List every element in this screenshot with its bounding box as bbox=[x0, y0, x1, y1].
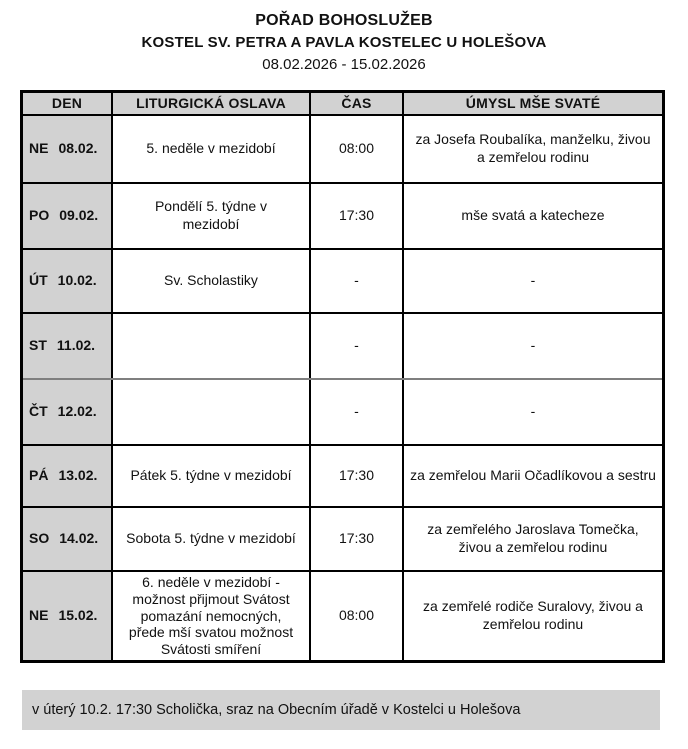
header-day: DEN bbox=[23, 93, 113, 114]
day-date: 09.02. bbox=[59, 207, 99, 224]
celebration-cell bbox=[113, 184, 311, 248]
celebration-cell bbox=[113, 446, 311, 506]
day-cell bbox=[23, 446, 113, 506]
celebration-text: Sobota 5. týdne v mezidobí bbox=[126, 530, 296, 547]
header-time: ČAS bbox=[311, 93, 404, 114]
table-row bbox=[23, 182, 662, 248]
day-cell bbox=[23, 380, 113, 444]
celebration-text: Pondělí 5. týdne v mezidobí bbox=[154, 198, 268, 232]
table-row bbox=[23, 114, 662, 182]
time-cell: 17:30 bbox=[311, 508, 404, 570]
time-cell: - bbox=[311, 250, 404, 312]
time-cell: - bbox=[311, 380, 404, 444]
time-cell: - bbox=[311, 314, 404, 378]
intention-cell: - bbox=[530, 403, 536, 420]
title-block bbox=[0, 0, 688, 75]
table-row bbox=[23, 378, 662, 444]
day-cell bbox=[23, 314, 113, 378]
time-cell: 17:30 bbox=[311, 184, 404, 248]
day-cell bbox=[23, 184, 113, 248]
day-date: 15.02. bbox=[58, 607, 98, 624]
celebration-cell bbox=[113, 572, 311, 660]
table-row bbox=[23, 248, 662, 312]
celebration-cell bbox=[113, 508, 311, 570]
table-row bbox=[23, 506, 662, 570]
celebration-cell bbox=[113, 380, 311, 444]
celebration-text: 5. neděle v mezidobí bbox=[146, 140, 276, 157]
header-celebration: LITURGICKÁ OSLAVA bbox=[113, 93, 311, 114]
day-date: 13.02. bbox=[58, 467, 98, 484]
table-row bbox=[23, 570, 662, 660]
time-cell: 17:30 bbox=[311, 446, 404, 506]
celebration-cell bbox=[113, 116, 311, 182]
celebration-text: 6. neděle v mezidobí - možnost přijmout Svátost pomazání nemocných, přede mší svatou možnost Svátosti smíření bbox=[128, 574, 294, 658]
footer-note-text: v úterý 10.2. 17:30 Scholička, sraz na Obecním úřadě v Kostelci u Holešova bbox=[32, 702, 521, 718]
footer-note-bar bbox=[22, 690, 660, 730]
celebration-cell bbox=[113, 314, 311, 378]
day-abbrev: SO bbox=[29, 530, 50, 547]
intention-cell: za zemřelou Marii Očadlíkovou a sestru bbox=[410, 467, 656, 484]
celebration-cell bbox=[113, 250, 311, 312]
celebration-text: Sv. Scholastiky bbox=[164, 272, 258, 289]
day-cell bbox=[23, 250, 113, 312]
day-cell bbox=[23, 116, 113, 182]
intention-cell: za Josefa Roubalíka, manželku, živou a zemřelou rodinu bbox=[415, 131, 651, 165]
time-cell: 08:00 bbox=[311, 572, 404, 660]
day-abbrev: PO bbox=[29, 207, 50, 224]
day-date: 08.02. bbox=[58, 140, 98, 157]
day-date: 10.02. bbox=[57, 272, 97, 289]
day-date: 12.02. bbox=[57, 403, 97, 420]
intention-cell: - bbox=[530, 272, 536, 289]
table-header-row bbox=[23, 93, 662, 114]
day-abbrev: ÚT bbox=[29, 272, 48, 289]
day-abbrev: ČT bbox=[29, 403, 48, 420]
intention-cell: za zemřelé rodiče Suralovy, živou a zemřelou rodinu bbox=[423, 598, 643, 632]
day-cell bbox=[23, 508, 113, 570]
table-row bbox=[23, 312, 662, 378]
time-cell: 08:00 bbox=[311, 116, 404, 182]
day-abbrev: NE bbox=[29, 140, 49, 157]
day-cell bbox=[23, 572, 113, 660]
celebration-text: Pátek 5. týdne v mezidobí bbox=[130, 467, 292, 484]
day-date: 11.02. bbox=[56, 337, 96, 354]
day-abbrev: ST bbox=[29, 337, 47, 354]
schedule-table bbox=[20, 90, 665, 663]
intention-cell: - bbox=[530, 337, 536, 354]
header-intention: ÚMYSL MŠE SVATÉ bbox=[404, 93, 662, 114]
day-date: 14.02. bbox=[59, 530, 99, 547]
table-row bbox=[23, 444, 662, 506]
date-range: 08.02.2026 - 15.02.2026 bbox=[262, 55, 426, 73]
page-title: POŘAD BOHOSLUŽEB bbox=[255, 12, 433, 29]
intention-cell: za zemřelého Jaroslava Tomečka, živou a zemřelou rodinu bbox=[427, 521, 639, 555]
day-abbrev: NE bbox=[29, 607, 49, 624]
day-abbrev: PÁ bbox=[29, 467, 49, 484]
intention-cell: mše svatá a katecheze bbox=[461, 207, 605, 224]
church-name: KOSTEL SV. PETRA A PAVLA KOSTELEC U HOLEŠOVA bbox=[141, 34, 547, 51]
